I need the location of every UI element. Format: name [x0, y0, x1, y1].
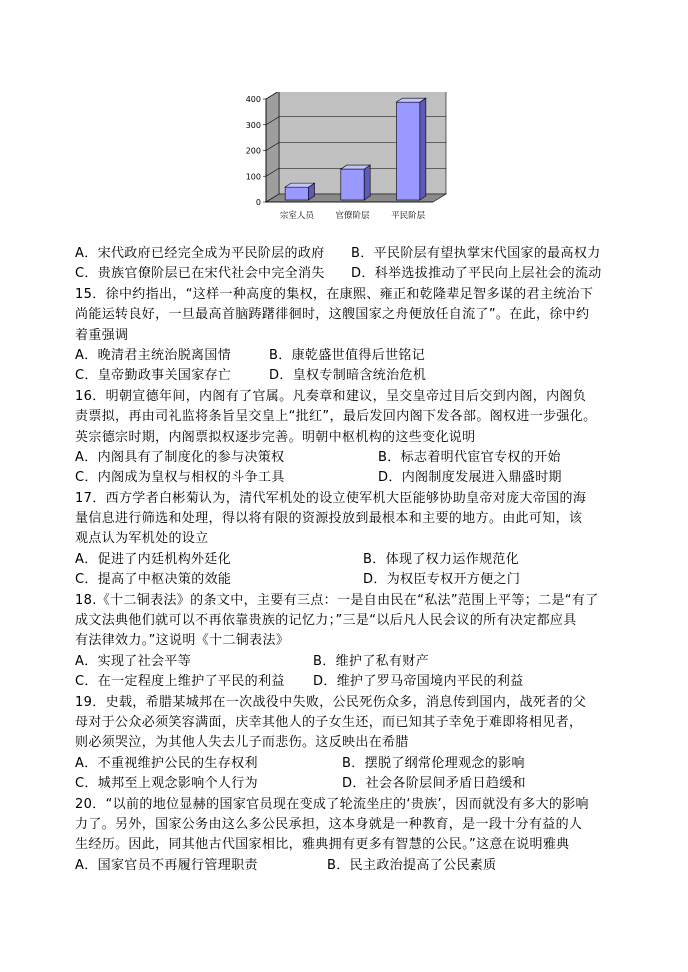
q16-stem-line-1: 16．明朝宣德年间，内阁有了官属。凡奏章和建议，呈交皇帝过目后交到内阁，内阁负	[75, 388, 587, 404]
q17-stem-line-1: 17．西方学者白彬菊认为，清代军机处的设立使军机大臣能够协助皇帝对庞大帝国的海	[75, 490, 587, 506]
category-label: 官僚阶层	[335, 211, 370, 221]
q14-option-d: D．科举选拔推动了平民向上层社会的流动	[351, 266, 602, 282]
q17-option-b: B．体现了权力运作规范化	[363, 551, 520, 567]
q14-options-row-1	[75, 244, 615, 264]
category-label: 平民阶层	[391, 211, 426, 221]
bar-front	[396, 102, 419, 200]
q16-option-a: A．内阁具有了制度化的参与决策权	[75, 449, 285, 465]
q20-stem-line-1: 20．“以前的地位显赫的国家官员现在变成了轮流坐庄的‘贵族’，因而就没有多大的影响	[75, 796, 589, 812]
q16-options-row-2	[75, 468, 615, 488]
q19-options-row-1	[75, 754, 615, 774]
bar-side	[364, 165, 370, 200]
q19-options-row-2	[75, 774, 615, 794]
q15-stem-line-2: 尚能运转良好，一旦最高首脑踌躇徘徊时，这艘国家之舟便放任自流了”。在此，徐中约	[75, 307, 590, 323]
q20-option-b: B．民主政治提高了公民素质	[327, 857, 497, 873]
q18-option-a: A．实现了社会平等	[75, 653, 192, 669]
q15-option-c: C．皇帝勤政事关国家存亡	[75, 368, 232, 384]
q14-options-row-2	[75, 264, 615, 284]
q16-option-b: B．标志着明代宦官专权的开始	[378, 449, 561, 465]
q16-stem-line-2: 责票拟，再由司礼监将条旨呈交皇上“批红”，最后发回内阁下发各部。阁权进一步强化。	[75, 409, 597, 425]
q18-stem-line-1: 18.《十二铜表法》的条文中，主要有三点：一是自由民在“私法”范围上平等；二是“有了	[75, 592, 599, 608]
q17-option-c: C．提高了中枢决策的效能	[75, 572, 232, 588]
y-tick-label: 200	[245, 146, 261, 156]
y-tick-label: 300	[245, 120, 261, 130]
bar-front	[285, 187, 308, 200]
chart-side-wall	[266, 92, 279, 202]
q19-option-c: C．城邦至上观念影响个人行为	[75, 776, 258, 792]
q18-option-c: C．在一定程度上维护了平民的利益	[75, 674, 285, 690]
q17-option-d: D．为权臣专权开方便之门	[363, 572, 521, 588]
q18-options-row-2	[75, 672, 615, 692]
q20-stem-line-3: 生经历。因此，同其他古代国家相比，雅典拥有更多有智慧的公民。”这意在说明雅典	[75, 837, 570, 853]
q19-option-b: B．摆脱了纲常伦理观念的影响	[342, 755, 525, 771]
q18-options-row-1	[75, 652, 615, 672]
q18-stem-line-2: 成文法典他们就可以不再依靠贵族的记忆力；”三是“以后凡人民会议的所有决定都应具	[75, 613, 577, 629]
q19-stem-line-3: 则必须哭泣，为其他人失去儿子而悲伤。这反映出在希腊	[75, 735, 409, 751]
q15-option-d: D．皇权专制暗含统治危机	[269, 368, 427, 384]
q20-option-a: A．国家官员不再履行管理职责	[75, 857, 258, 873]
q17-option-a: A．促进了内廷机构外廷化	[75, 551, 232, 567]
question-text	[75, 244, 615, 876]
q16-options-row-1	[75, 448, 615, 468]
q14-option-b: B．平民阶层有望执掌宋代国家的最高权力	[351, 246, 601, 261]
q18-stem-line-3: 有法律效力。”这说明《十二铜表法》	[75, 633, 290, 649]
q16-option-d: D．内阁制度发展进入鼎盛时期	[378, 470, 562, 486]
q20-options-row-1	[75, 856, 615, 876]
q14-option-a: A．宋代政府已经完全成为平民阶层的政府	[75, 246, 325, 261]
q19-stem-line-2: 母对于公众必须笑容满面，庆幸其他人的子女生还，而已知其子幸免于难即将相见者，	[75, 714, 583, 730]
q17-stem-line-3: 观点认为军机处的设立	[75, 531, 209, 547]
q16-stem-line-3: 英宗德宗时期，内阁票拟权逐步完善。明朝中枢机构的这些变化说明	[75, 429, 476, 445]
bar-side	[420, 98, 426, 200]
category-label: 宗室人员	[279, 211, 314, 221]
y-tick-label: 100	[245, 172, 261, 182]
q14-option-c: C．贵族官僚阶层已在宋代社会中完全消失	[75, 266, 325, 282]
q19-stem-line-1: 19．史载，希腊某城邦在一次战役中失败，公民死伤众多，消息传到国内，战死者的父	[75, 694, 587, 710]
y-tick-label: 400	[245, 95, 261, 104]
q17-stem-line-2: 量信息进行筛选和处理，得以将有限的资源投放到最根本和主要的地方。由此可知，该	[75, 511, 583, 527]
q15-stem-line-3: 着重强调	[75, 327, 129, 343]
bar-front	[341, 169, 364, 200]
q19-option-a: A．不重视维护公民的生存权利	[75, 755, 258, 771]
q19-option-d: D．社会各阶层间矛盾日趋缓和	[342, 776, 526, 792]
q16-option-c: C．内阁成为皇权与相权的斗争工具	[75, 470, 285, 486]
q15-option-b: B．康乾盛世值得后世铭记	[269, 347, 426, 363]
q17-options-row-2	[75, 570, 615, 590]
q18-option-b: B．维护了私有财产	[313, 653, 430, 669]
q18-option-d: D．维护了罗马帝国境内平民的利益	[313, 674, 524, 690]
q15-stem-line-1: 15．徐中约指出，“这样一种高度的集权，在康熙、雍正和乾隆辈足智多谋的君主统治下	[75, 286, 594, 302]
q20-stem-line-2: 力了。另外，国家公务由这么多公民承担，这本身就是一种教育，是一段十分有益的人	[75, 816, 583, 832]
bar-chart	[238, 92, 448, 224]
y-tick-label: 0	[255, 198, 261, 207]
q15-options-row-2	[75, 366, 615, 386]
q15-options-row-1	[75, 346, 615, 366]
q17-options-row-1	[75, 550, 615, 570]
q15-option-a: A．晚清君主统治脱离国情	[75, 347, 232, 363]
